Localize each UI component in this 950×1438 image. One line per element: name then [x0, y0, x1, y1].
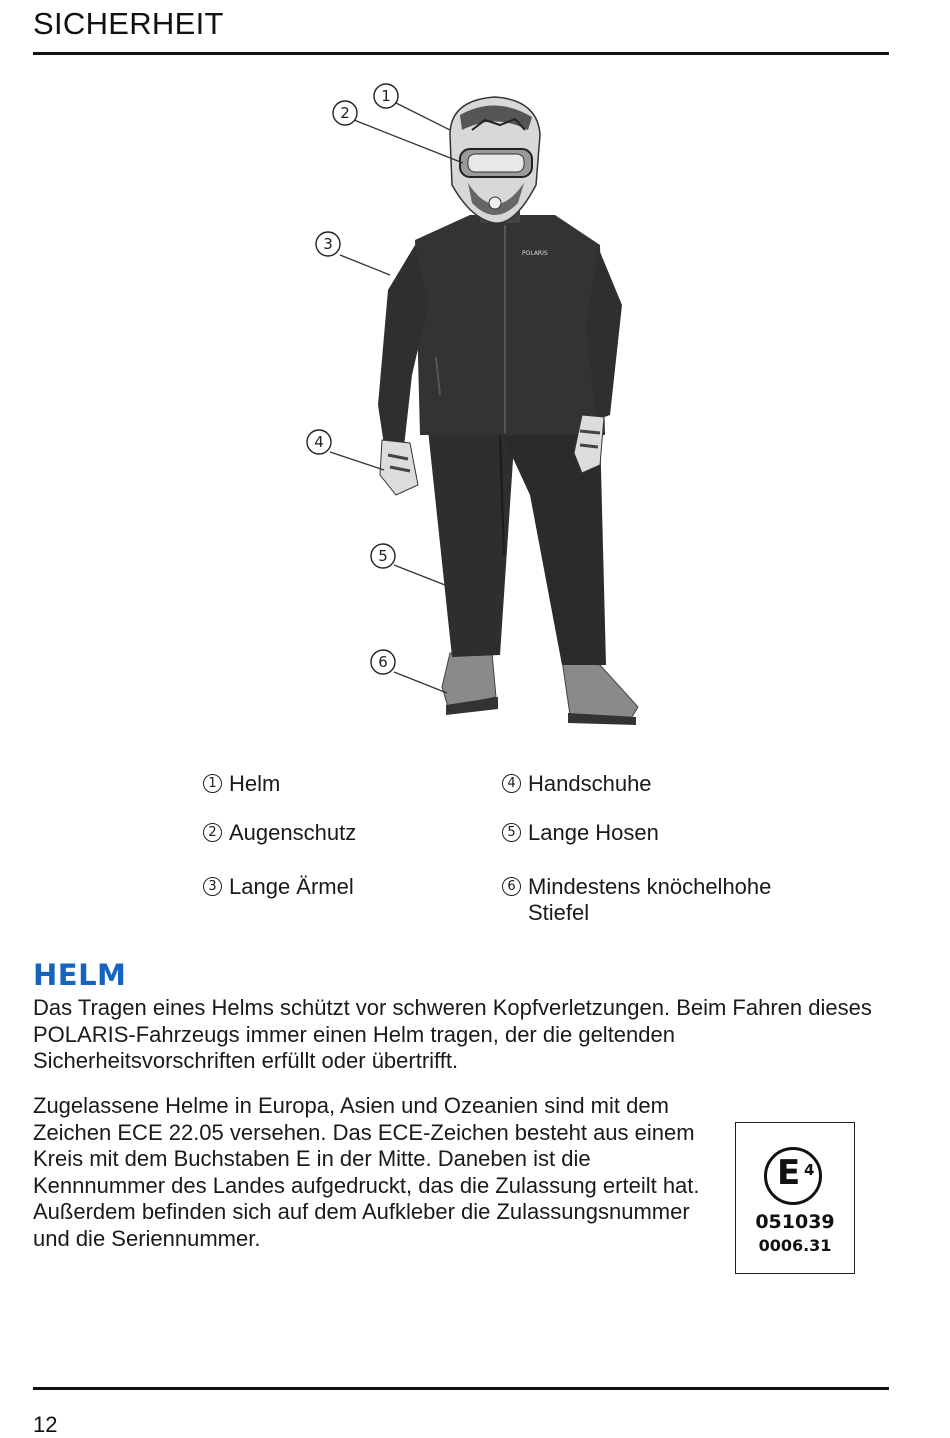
- rider-gear-illustration: [300, 75, 645, 735]
- svg-text:5: 5: [378, 547, 388, 565]
- legend-label: Mindestens knöchelhohe Stiefel: [528, 874, 772, 925]
- paragraph-helmet-intro: Das Tragen eines Helms schützt vor schweren Kopfverletzungen. Beim Fahren dieses POLARIS-Fahrzeugs immer einen Helm tragen, der die geltenden Sicherheitsvorschriften erfüllt oder übertrifft.: [33, 995, 872, 1073]
- legend-label: Handschuhe: [528, 771, 652, 796]
- legend-label: Helm: [229, 771, 281, 796]
- legend-number: 1: [203, 774, 222, 793]
- svg-text:4: 4: [314, 433, 324, 451]
- legend-item-gloves: [502, 771, 652, 797]
- header-rule: [33, 52, 889, 55]
- jacket-logo: POLARIS: [522, 250, 548, 257]
- legend-number: 2: [203, 823, 222, 842]
- callout-4: [307, 430, 331, 454]
- ece-approval-number: 051039: [755, 1211, 835, 1233]
- legend-item-helmet: [203, 771, 280, 797]
- svg-text:2: 2: [340, 104, 350, 122]
- legend-item-eye-protection: [203, 820, 356, 846]
- legend-number: 5: [502, 823, 521, 842]
- legend-number: 6: [502, 877, 521, 896]
- legend-label: Lange Hosen: [528, 820, 659, 845]
- legend-label: Augenschutz: [229, 820, 357, 845]
- callout-1: [374, 84, 398, 108]
- ece-letter: E: [777, 1153, 801, 1193]
- svg-text:3: 3: [323, 235, 333, 253]
- callout-6: [371, 650, 395, 674]
- callout-2: [333, 101, 357, 125]
- legend-label: Lange Ärmel: [229, 874, 354, 899]
- svg-text:6: 6: [378, 653, 388, 671]
- legend-item-long-pants: [502, 820, 659, 846]
- ece-country-code: 4: [804, 1161, 815, 1179]
- callout-3: [316, 232, 340, 256]
- ece-serial-number: 0006.31: [758, 1236, 832, 1255]
- callout-5: [371, 544, 395, 568]
- svg-text:1: 1: [381, 87, 391, 105]
- legend-number: 4: [502, 774, 521, 793]
- section-title: HELM: [33, 958, 127, 992]
- legend-item-long-sleeves: [203, 874, 354, 900]
- legend-number: 3: [203, 877, 222, 896]
- page-number: 12: [33, 1412, 58, 1437]
- page-title: SICHERHEIT: [33, 6, 224, 41]
- paragraph-ece-marking: Zugelassene Helme in Europa, Asien und Ozeanien sind mit dem Zeichen ECE 22.05 versehen. Das ECE-Zeichen besteht aus einem Kreis mit dem Buchstaben E in der Mitte. Daneben ist die Kennnummer des Landes aufgedruckt, das die Zulassung erteilt hat. Außerdem befinden sich auf dem Aufkleber die Zulassungsnummer und die Seriennummer.: [33, 1093, 700, 1251]
- ece-approval-label: [735, 1122, 855, 1274]
- footer-rule: [33, 1387, 889, 1390]
- legend-item-boots: [502, 874, 802, 926]
